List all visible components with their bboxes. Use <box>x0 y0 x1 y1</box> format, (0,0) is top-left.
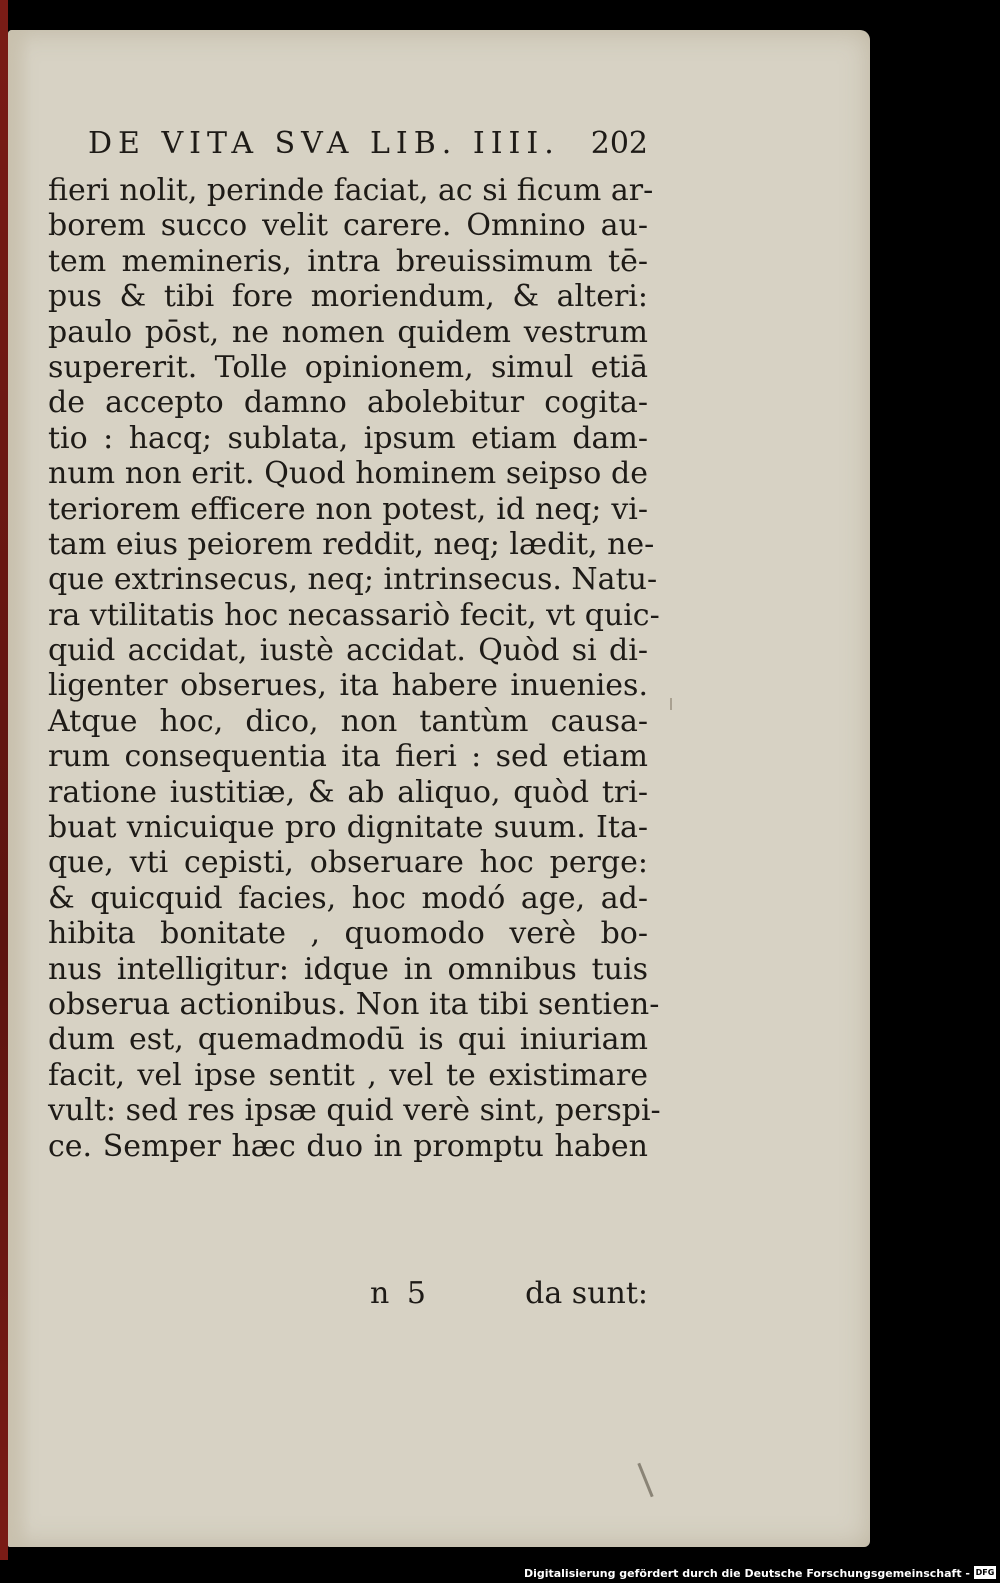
text-line: que extrinsecus, neq; intrinsecus. Natu- <box>48 562 658 598</box>
binding-edge <box>0 0 8 1560</box>
credit-bar <box>0 1561 1000 1583</box>
digitization-credit: Digitalisierung gefördert durch die Deutsche Forschungsgemeinschaft - <box>523 1567 970 1580</box>
text-line: obserua actionibus. Non ita tibi sentien- <box>48 986 660 1022</box>
text-line: buat vnicuique pro dignitate suum. Ita- <box>48 810 648 846</box>
text-line: teriorem efficere non potest, id neq; vi- <box>48 491 648 527</box>
page-header <box>88 126 648 166</box>
catchword: da sunt: <box>525 1276 648 1311</box>
text-line: tem memineris, intra breuissimum tē- <box>48 243 648 279</box>
text-line: Atque hoc, dico, non tantùm causa- <box>48 703 648 739</box>
text-line: vult: sed res ipsæ quid verè sint, perspi- <box>48 1093 661 1129</box>
dfg-logo-icon: DFG <box>975 1568 995 1577</box>
text-line: borem succo velit carere. Omnino au- <box>48 208 648 244</box>
text-line: ratione iustitiæ, & ab aliquo, quòd tri- <box>48 774 648 810</box>
text-line: facit, vel ipse sentit , vel te existimare <box>48 1057 648 1093</box>
text-line: ligenter obserues, ita habere inuenies. <box>48 668 648 704</box>
body-text <box>48 173 661 1164</box>
text-line: fieri nolit, perinde faciat, ac si ficum ar- <box>48 173 654 208</box>
dust-mark <box>670 698 672 710</box>
text-line: & quicquid facies, hoc modó age, ad- <box>48 880 648 916</box>
running-title: DE VITA SVA LIB. IIII. <box>88 126 560 161</box>
stain-mark <box>637 1463 653 1498</box>
text-line: num non erit. Quod hominem seipso de <box>48 456 648 492</box>
text-line: ra vtilitatis hoc necassariò fecit, vt quic- <box>48 597 660 633</box>
text-line: rum consequentia ita fieri : sed etiam <box>48 739 648 775</box>
text-line: nus intelligitur: idque in omnibus tuis <box>48 951 648 987</box>
text-line: pus & tibi fore moriendum, & alteri: <box>48 279 648 315</box>
book-page <box>8 30 870 1547</box>
text-line: ce. Semper hæc duo in promptu haben <box>48 1128 648 1164</box>
page-number: 202 <box>590 126 648 161</box>
text-line: supererit. Tolle opinionem, simul etiā <box>48 349 648 385</box>
text-line: de accepto damno abolebitur cogita- <box>48 385 648 421</box>
text-line: hibita bonitate , quomodo verè bo- <box>48 916 648 952</box>
page-footer <box>48 1276 648 1316</box>
text-line: paulo pōst, ne nomen quidem vestrum <box>48 314 648 350</box>
text-line: tio : hacq; sublata, ipsum etiam dam- <box>48 420 648 456</box>
signature-mark: n 5 <box>370 1276 430 1311</box>
page-gutter-shadow <box>8 30 32 1547</box>
text-line: que, vti cepisti, obseruare hoc perge: <box>48 845 648 881</box>
text-line: tam eius peiorem reddit, neq; lædit, ne- <box>48 526 655 562</box>
text-line: quid accidat, iustè accidat. Quòd si di- <box>48 633 648 669</box>
text-line: dum est, quemadmodū is qui iniuriam <box>48 1022 648 1058</box>
